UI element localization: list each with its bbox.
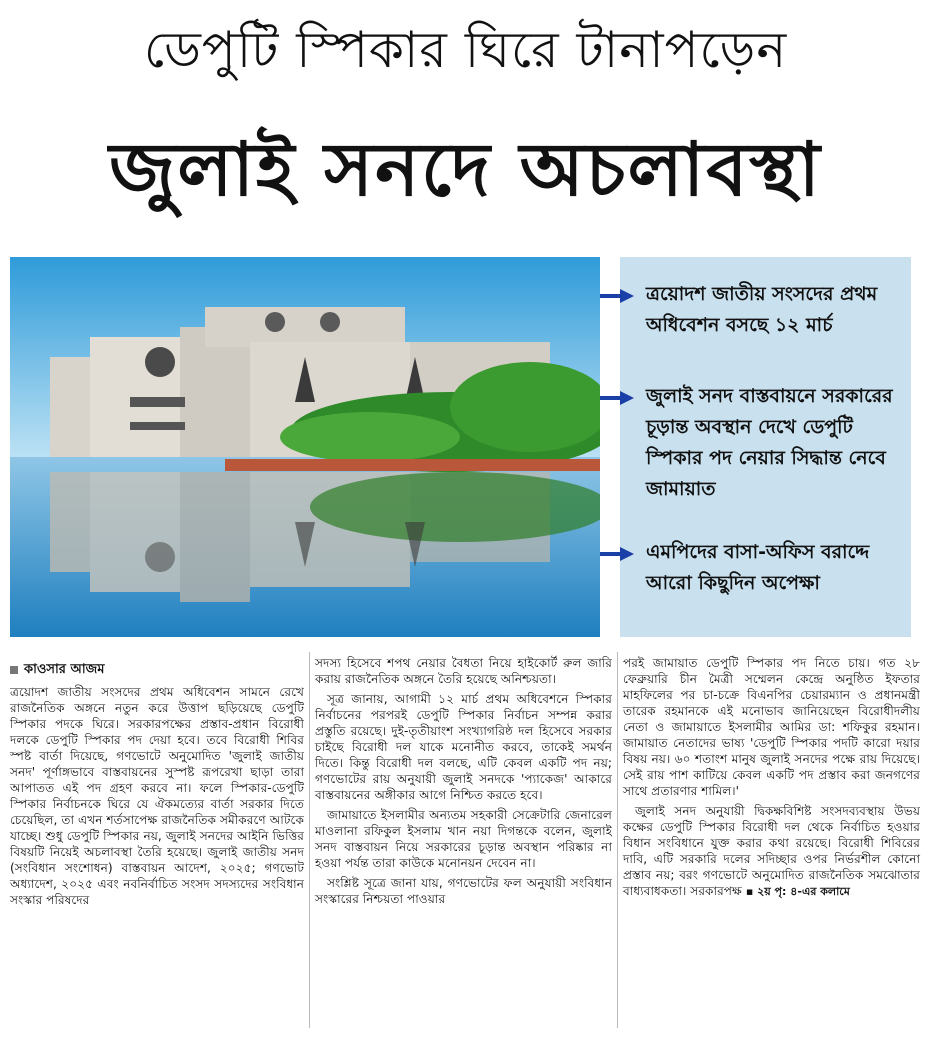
parliament-illustration: [10, 257, 600, 637]
highlight-text: ত্রয়োদশ জাতীয় সংসদের প্রথম অধিবেশন বসছে ১২ মার্চ: [646, 283, 878, 336]
column-divider: [617, 652, 618, 1028]
arrow-right-icon: [600, 391, 634, 405]
headline-line1: ডেপুটি স্পিকার ঘিরে টানাপড়েন: [143, 21, 788, 79]
paragraph: পরই জামায়াত ডেপুটি স্পিকার পদ নিতে চায়। গত ২৮ ফেব্রুয়ারি চীন মৈত্রী সম্মেলন কেন্দ্রে অনুষ্ঠিত ইফতার মাহফিলের পর চা-চক্রে বিএনপির চেয়ারম্যান ও প্রধানমন্ত্রী তারেক রহমানকে এই মনোভাব জানিয়েছেন বিরোধীদলীয় নেতা ও জামায়াতে ইসলামীর আমির ডা: শফিকুর রহমান। জামায়াত নেতাদের ভাষ্য 'ডেপুটি স্পিকার পদটি কারো দয়ার বিষয় নয়। ৬০ শতাংশ মানুষ জুলাই সনদের পক্ষে রায় দিয়েছে। সেই রায় পাশ কাটিয়ে কেবল একটি পদ প্রস্তাব করা জনগণের সাথে প্রতারণার শামিল।': [623, 656, 920, 798]
article-column-1: [10, 684, 304, 912]
headline-line2: জুলাই সনদে অচলাবস্থা: [109, 127, 822, 213]
paragraph: জামায়াতে ইসলামীর অন্যতম সহকারী সেক্রেটারি জেনারেল মাওলানা রফিকুল ইসলাম খান নয়া দিগন্তকে বলেন, জুলাই সনদ বাস্তবায়ন নিয়ে সরকারের চূড়ান্ত অবস্থান পরিষ্কার না হওয়া পর্যন্ত তারা কাউকে মনোনয়ন দেবেন না।: [315, 808, 612, 870]
arrow-right-icon: [600, 289, 634, 303]
parliament-photo: [10, 257, 600, 637]
highlight-text: এমপিদের বাসা-অফিস বরাদ্দে আরো কিছুদিন অপেক্ষা: [646, 541, 870, 594]
paragraph: সদস্য হিসেবে শপথ নেয়ার বৈধতা নিয়ে হাইকোর্ট রুল জারি করায় রাজনৈতিক অঙ্গনে তৈরি হয়েছে অনিশ্চয়তা।: [315, 656, 612, 686]
highlight-text: জুলাই সনদ বাস্তবায়নে সরকারের চূড়ান্ত অবস্থান দেখে ডেপুটি স্পিকার পদ নেয়ার সিদ্ধান্ত নেবে জামায়াত: [646, 385, 893, 500]
paragraph: [623, 803, 920, 900]
arrow-right-icon: [600, 547, 634, 561]
byline-bullet-icon: [10, 666, 18, 674]
article-column-3: [623, 655, 920, 904]
paragraph: সংশ্লিষ্ট সূত্রে জানা যায়, গণভোটের ফল অনুযায়ী সংবিধান সংস্কারের নিশ্চয়তা পাওয়ার: [315, 876, 612, 906]
author-name: কাওসার আজম: [24, 662, 105, 677]
continuation-note: ▪ ২য় পৃ: ৪-এর কলামে: [745, 885, 850, 898]
article-column-2: [315, 655, 612, 911]
paragraph: ত্রয়োদশ জাতীয় সংসদের প্রথম অধিবেশন সামনে রেখে রাজনৈতিক অঙ্গনে নতুন করে উত্তাপ ছড়িয়েছে ডেপুটি স্পিকার পদকে ঘিরে। সরকারপক্ষের প্রস্তাব-প্রধান বিরোধী দলকে ডেপুটি স্পিকার পদ দেয়া হবে। তবে বিরোধী শিবির স্পষ্ট বার্তা দিয়েছে, গণভোটে অনুমোদিত 'জুলাই জাতীয় সনদ' পূর্ণাঙ্গভাবে বাস্তবায়নের সুস্পষ্ট রূপরেখা ছাড়া তারা আপাতত এই পদ গ্রহণ করবে না। ফলে স্পিকার-ডেপুটি স্পিকার নির্বাচনকে ঘিরে যে ঐকমত্যের বার্তা সরকার দিতে চেয়েছিল, তা এখন শর্তসাপেক্ষ রাজনৈতিক সমীকরণে আটকে যাচ্ছে। শুধু ডেপুটি স্পিকার নয়, জুলাই সনদের আইনি ভিত্তির বিষয়টি নিয়েই অচলাবস্থা তৈরি হয়েছে। জুলাই জাতীয় সনদ (সংবিধান সংশোধন) বাস্তবায়ন আদেশ, ২০২৫; গণভোট অধ্যাদেশ, ২০২৫ এবং নবনির্বাচিত সংসদ সদস্যদের সংবিধান সংস্কার পরিষদের: [10, 685, 304, 907]
column-divider: [309, 652, 310, 1028]
paragraph-text: জুলাই সনদ অনুযায়ী দ্বিকক্ষবিশিষ্ট সংসদব্যবস্থায় উভয় কক্ষের ডেপুটি স্পিকার বিরোধী দল থেকে নির্বাচিত হওয়ার বিধান সংবিধানে যুক্ত করার কথা রয়েছে। বিরোধী শিবিরের দাবি, এটি সরকারি দলের সদিচ্ছার ওপর নির্ভরশীল কোনো প্রস্তাব নয়; বরং গণভোটে অনুমোদিত রাজনৈতিক সমঝোতার বাধ্যবাধকতা। সরকারপক্ষ: [623, 804, 920, 898]
byline: [10, 660, 104, 681]
paragraph: সূত্র জানায়, আগামী ১২ মার্চ প্রথম অধিবেশনে স্পিকার নির্বাচনের পরপরই ডেপুটি স্পিকার নির্বাচন সম্পন্ন করার প্রস্তুতি রয়েছে। দুই-তৃতীয়াংশ সংখ্যাগরিষ্ঠ দল হিসেবে সরকার চাইছে বিরোধী দল যাকে মনোনীত করবে, তাকেই সমর্থন দিতে। কিন্তু বিরোধী দল বলছে, এটি কেবল একটি পদ নয়; গণভোটের রায় অনুযায়ী জুলাই সনদকে 'প্যাকেজ' আকারে বাস্তবায়নের অঙ্গীকার আগে নিশ্চিত করতে হবে।: [315, 692, 612, 802]
